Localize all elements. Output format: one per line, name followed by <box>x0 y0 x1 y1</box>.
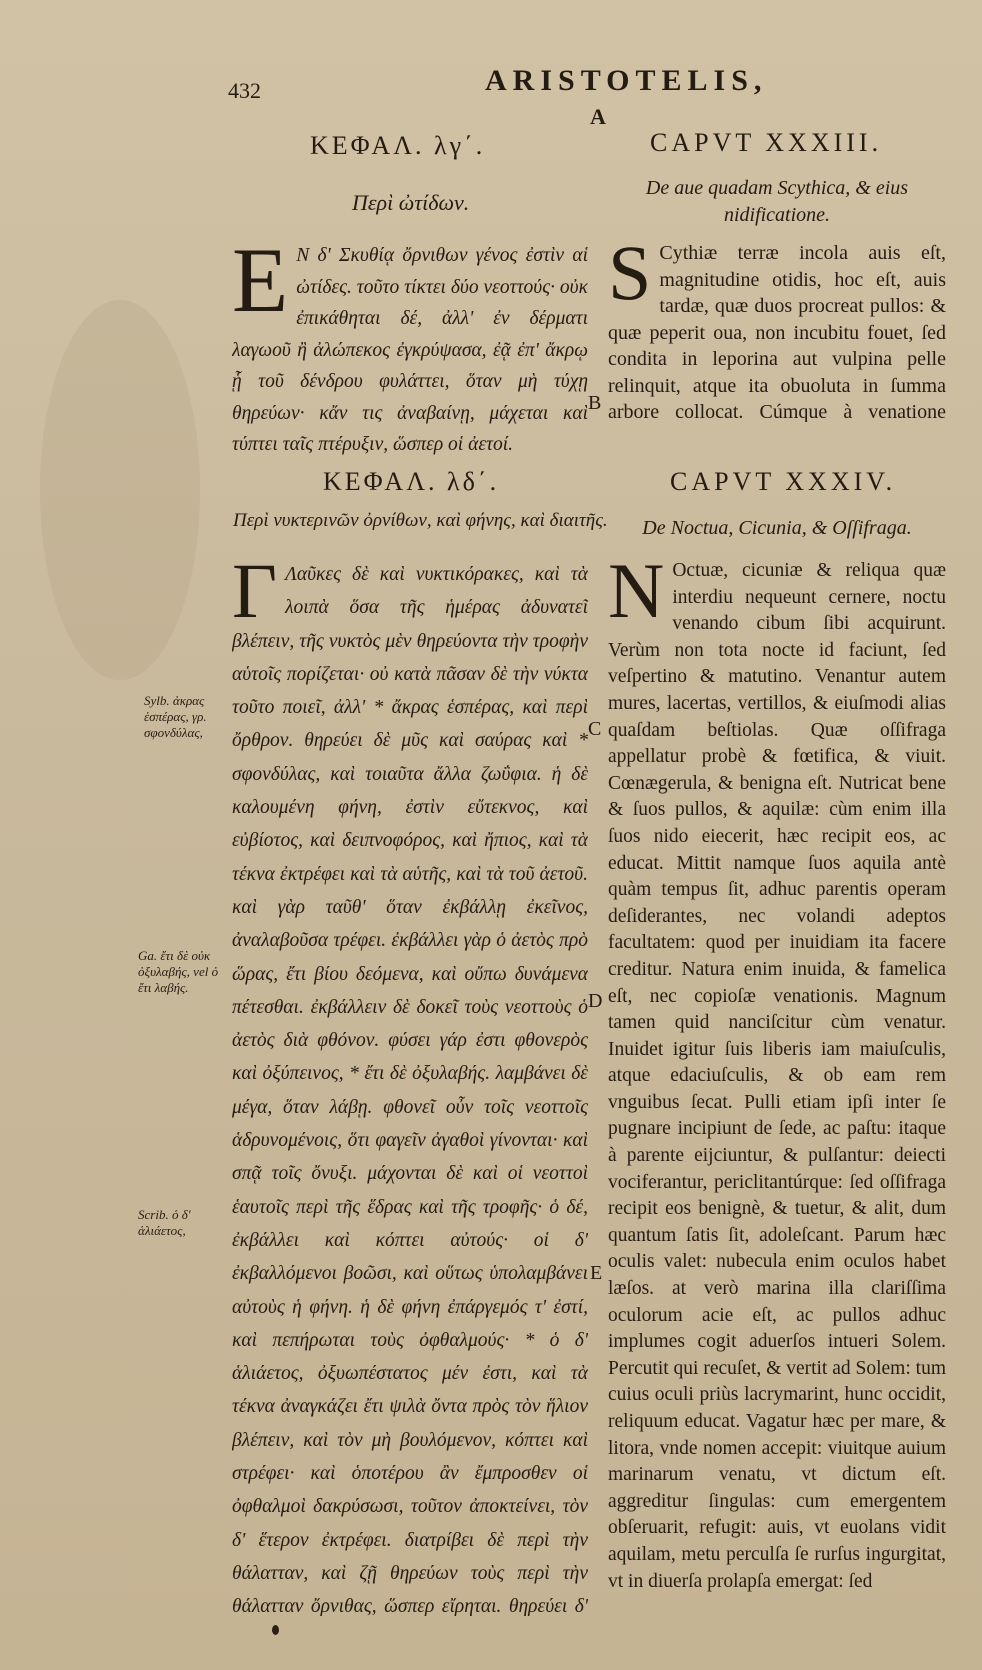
greek-chapter-subtitle: Περὶ ὠτίδων. <box>352 190 470 215</box>
greek-chapter-subtitle: Περὶ νυκτερινῶν ὀρνίθων, καὶ φήνης, καὶ διαιτῆς. <box>233 510 608 531</box>
latin-chapter-text <box>608 240 946 422</box>
running-title: ARISTOTELIS, <box>485 64 768 97</box>
section-letter: D <box>588 990 603 1012</box>
signature-mark: A <box>590 104 606 129</box>
section-letter: C <box>588 718 602 740</box>
latin-chapter-text <box>608 558 946 1616</box>
greek-chapter-heading: ΚΕΦΑΛ. λδ΄. <box>323 467 500 496</box>
greek-text: Ν δ' Σκυθίᾳ ὄρνιθων γένος ἐστὶν αἱ ὠτίδες. τοῦτο τίκτει δύο νεοττούς· οὐκ ἐπικάθηται δέ, ἀλλ' ἐν δέρματι λαγωοῦ ἢ ἀλώπεκος ἐγκρύψασα, ἐᾷ ἐπ' ἄκρῳ ᾗ τοῦ δένδρου φυλάττει, ὅταν μὴ τύχῃ θηρεύων· κἄν τις ἀναβαίνῃ, μάχεται καὶ τύπτει ταῖς πτέρυξιν, ὥσπερ οἱ ἀετοί. <box>232 245 588 455</box>
greek-chapter-text <box>232 558 588 1616</box>
drop-capital: S <box>608 240 652 316</box>
page-number: 432 <box>228 78 261 103</box>
margin-note: Sylb. ἀκρας ἑσπέρας, γρ. σφονδύλας, <box>144 693 207 740</box>
greek-text: Λαῦκες δὲ καὶ νυκτικόρακες, καὶ τὰ λοιπὰ ὅσα τῆς ἡμέρας ἀδυνατεῖ βλέπειν, τῆς νυκτὸς μὲν θηρεύοντα τὴν τροφὴν αὑτοῖς πορίζεται· οὐ κατὰ πᾶσαν δὲ τὴν νύκτα τοῦτο ποιεῖ, ἀλλ' * ἄκρας ἑσπέρας, καὶ περὶ ὄρθρον. θηρεύει δὲ μῦς καὶ σαύρας καὶ * σφονδύλας, καὶ τοιαῦτα ἄλλα ζωΰφια. ἡ δὲ καλουμένη φήνη, ἐστὶν εὔτεκνος, καὶ εὐβίοτος, καὶ δειπνοφόρος, καὶ ἤπιος, καὶ τὰ τέκνα ἐκτρέφει καὶ τὰ αὑτῆς, καὶ τὰ τοῦ ἀετοῦ. καὶ γὰρ ταῦθ' ὅταν ἐκβάλλῃ ἐκεῖνος, ἀναλαβοῦσα τρέφει. ἐκβάλλει γὰρ ὁ ἀετὸς πρὸ ὥρας, ἔτι βίου δεόμενα, καὶ οὔπω δυνάμενα πέτεσθαι. ἐκβάλλειν δὲ δοκεῖ τοὺς νεοττοὺς ὁ ἀετὸς διὰ φθόνον. φύσει γάρ ἐστι φθονερὸς καὶ ὀξύπεινος, * ἔτι δὲ ὀξυλαβής. λαμβάνει δὲ μέγα, ὅταν λάβῃ. φθονεῖ οὖν τοῖς νεοττοῖς ἁδρυνομένοις, ὅτι φαγεῖν ἀγαθοὶ γίνονται· καὶ σπᾷ τοῖς ὄνυξι. μάχονται δὲ καὶ οἱ νεοττοὶ ἑαυτοῖς περὶ τῆς ἕδρας καὶ τῆς τροφῆς· ὁ δέ, ἐκβάλλει καὶ κόπτει αὐτούς· οἱ δ' ἐκβαλλόμενοι βοῶσι, καὶ οὕτως ὑπολαμβάνει αὐτοὺς ἡ φήνη. ἡ δὲ φήνη ἐπάργεμός τ' ἐστί, καὶ πεπήρωται τοὺς ὀφθαλμούς· * ὁ δ' ἁλιάετος, ὀξυωπέστατος μέν ἐστι, καὶ τὰ τέκνα ἀναγκάζει ἔτι ψιλὰ ὄντα πρὸς τὸν ἥλιον βλέπειν, καὶ τὸν μὴ βουλόμενον, κόπτει καὶ στρέφει· καὶ ὁποτέρου ἂν ἔμπροσθεν οἱ ὀφθαλμοὶ δακρύσωσι, τοῦτον ἀποκτείνει, τὸν δ' ἕτερον ἐκτρέφει. διατρίβει δὲ περὶ τὴν θάλατταν, καὶ ζῇ θηρεύων τοὺς περὶ τὴν θάλατταν ὄρνιθας, ὥσπερ εἴρηται. θηρεύει δ' <box>232 564 588 1616</box>
worm-hole <box>272 1625 279 1635</box>
drop-capital: E <box>232 240 289 331</box>
drop-capital: N <box>608 558 665 634</box>
paper-stain <box>40 300 200 680</box>
margin-note: Ga. ἔτι δὲ οὐκ ὀξυλαβής, vel ὀ ἔτι λαβής. <box>138 948 219 995</box>
greek-chapter-heading: ΚΕΦΑΛ. λγ΄. <box>310 131 486 160</box>
latin-chapter-subtitle: De Noctua, Cicunia, & Oſſifraga. <box>642 517 912 539</box>
latin-chapter-heading: CAPVT XXXIII. <box>650 128 883 157</box>
margin-note: Scrib. ὁ δ' ἁλιάετος, <box>138 1207 191 1238</box>
section-letter: B <box>588 392 602 414</box>
latin-text: Cythiæ terræ incola auis eſt, magnitudine otidis, hoc eſt, auis tardæ, quæ duos procreat pullos: & quæ peperit oua, non incubitu fouet, ſed condita in leporina aut vulpina pelle relinquit, atque ita obuoluta in ſumma arbore collocat. Cúmque à venatione <box>608 242 946 422</box>
latin-text: Octuæ, cicuniæ & reliqua quæ interdiu nequeunt cernere, noctu venando cibum ſibi acquirunt. Verùm non tota nocte id faciunt, ſed veſpertino & matutino. Venantur autem mures, lacertas, vertillos, & eiuſmodi alias quaſdam beſtiolas. Quæ oſſifraga appellatur probè & fœtifica, & viuit. Cœnægerula, & benigna eſt. Nutricat bene & ſuos pullos, & aquilæ: cùm enim illa ſuos nido eiecerit, hæc recipit eos, ac educat. Mittit namque ſuos aquila antè quàm tempus ſit, adhuc parentis operam deſiderantes, nec volandi adeptos facultatem: quod per inuidiam ita facere creditur. Natura enim inuida, & famelica eſt, nec copioſæ venationis. Magnum tamen quid nanciſcitur cùm venatur. Inuidet igitur ſuis liberis iam maiuſculis, atque edaciuſculis, & ob eam rem vnguibus ſecat. Pulli etiam ipſi inter ſe pugnare incipiunt de ſede, ac paſtu: itaque à parente eijciuntur, & pulſantur: deiecti vociferantur, periclitantúrque: ſed oſſifraga recipit eos benignè, & tuetur, & alit, dum quantum ſatis ſit, adoleſcant. Parum hæc oculis valet: nubecula enim oculos habet læſos. at verò marina illa clariſſima oculorum acie eſt, ac pullos adhuc implumes cogit aduerſos intueri Solem. Percutit qui recuſet, & vertit ad Solem: tum cuius oculi priùs lacrymarint, hunc occidit, reliquum educat. Vagatur hæc per mare, & litora, vnde nomen accepit: viuitque auium marinarum venatu, vt dictum eſt. aggreditur ſingulas: cum emergentem obſeruarit, refugit: auis, vt euolans vidit aquilam, metu perculſa ſe rurſus ingurgitat, vt in diuerſa prolapſa emergat: ſed <box>608 560 946 1592</box>
greek-chapter-text <box>232 240 588 490</box>
latin-chapter-subtitle: De aue quadam Scythica, & eius nidificatione. <box>645 177 909 226</box>
drop-capital: Γ <box>232 558 278 634</box>
section-letter: E <box>590 1262 603 1284</box>
latin-chapter-heading: CAPVT XXXIV. <box>670 467 897 496</box>
